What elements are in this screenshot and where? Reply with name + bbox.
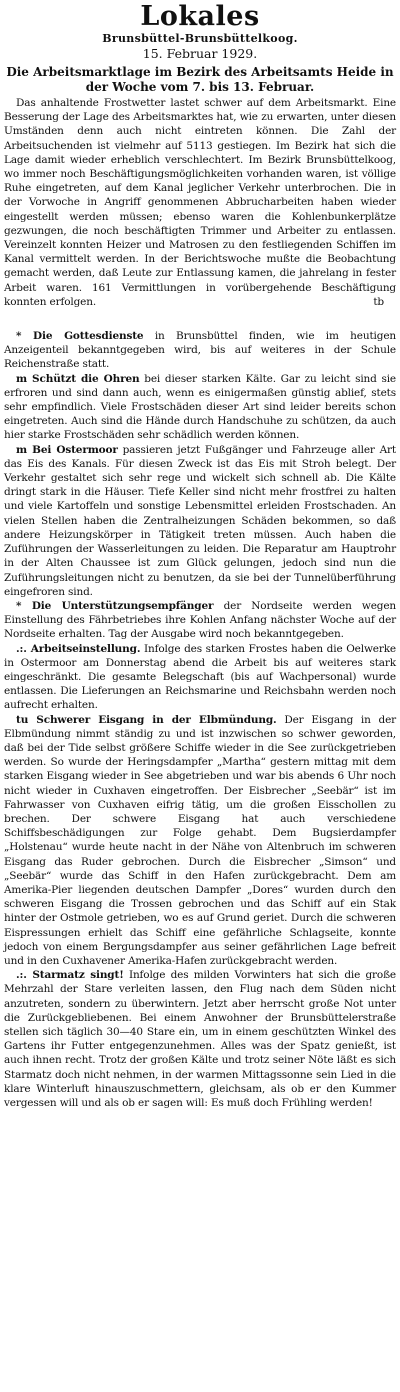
article-body-text: Das anhaltende Frostwetter lastet schwer auf dem Arbeitsmarkt. Eine Besserung der Lage des Arbeitsmarktes hat, wie zu erwarten, unter diesen Umständen denn auch nicht eintreten können. Die Zahl der Arbeitsuchenden ist vielmehr auf 5113 gestiegen. Im Bezirk hat sich die Lage damit wieder erheblich verschlechtert. Im Bezirk Brunsbüttelkoog, wo immer noch Beschäftigungsmöglichkeiten vorhanden waren, ist völlige Ruhe eingetreten, auf dem Kanal jeglicher Verkehr unterbrochen. Die in der Vorwoche in Angriff genommenen Abbrucharbeiten haben wieder eingestellt werden müssen; ebenso waren die Kohlenbunkerplätze gezwungen, die noch beschäftigten Trimmer und Arbeiter zu entlassen. Vereinzelt konnten Heizer und Matrosen zu den festliegenden Schiffen im Kanal vermittelt werden. In der Berichtswoche mußte die Beobachtung gemacht werden, daß Leute zur Entlassung kamen, die jahrelang in fester Arbeit waren. 161 Vermittlungen in vorübergehende Beschäftigung konnten erfolgen. xyxy=(4,97,396,308)
news-item-lead: .:. Starmatz singt! xyxy=(16,969,124,982)
news-item-lead: m Bei Ostermoor xyxy=(16,443,118,456)
news-item-text: Der Eisgang in der Elbmündung nimmt ständig zu und ist inzwischen so schwer geworden, daß bei der Tide selbst größere Schiffe wieder in die See zurückgetrieben werden. So wurde der Heringsdampfer „Martha“ gestern mittag mit dem starken Eisgang wieder in See abgetrieben und war bis abends 6 Uhr noch nicht wieder in Cuxhaven eingetroffen. Der Eisbrecher „Seebär“ ist im Fahrwasser von Cuxhaven eifrig tätig, um die großen Eisschollen zu brechen. Der schwere Eisgang hat auch verschiedene Schiffsbeschädigungen zur Folge gehabt. Dem Bugsierdampfer „Holstenau“ wurde heute nacht in der Nähe von Altenbruch im schweren Eisgang das Ruder gebrochen. Durch die Eisbrecher „Simson“ und „Seebär“ wurde das Schiff in den Hafen zurückgebracht. Dem am Amerika-Pier liegenden deutschen Dampfer „Dores“ wurden durch den schweren Eisgang die Trossen gebrochen und das Schiff auf ein Stak hinter der Ostmole getrieben, wo es auf Grund geriet. Durch die schweren Eispressungen erhielt das Schiff eine gefährliche Schlagseite, konnte jedoch von einem Bergungsdampfer aus seiner gefährlichen Lage befreit und in den Cuxhavener Amerika-Hafen zurückgebracht werden. xyxy=(4,713,397,967)
news-item-text: Infolge des starken Frostes haben die Oelwerke in Ostermoor am Donnerstag abend die Arbeit bis auf weiteres stark eingeschränkt. Die gesamte Belegschaft (bis auf Wachpersonal) wurde entlassen. Die Lieferungen an Reichsmarine und Reichsbahn werden noch aufrecht erhalten. xyxy=(4,642,396,712)
news-item-unterstuetzung xyxy=(4,599,396,642)
news-item-text: Infolge des milden Vorwinters hat sich die große Mehrzahl der Stare verleiten lassen, den Flug nach dem Süden nicht anzutreten, sondern zu überwintern. Jetzt aber herrscht große Not unter die Zurückgebliebenen. Bei einem Anwohner der Brunsbüttelerstraße stellen sich täglich 30—40 Stare ein, um in einem geschützten Winkel des Gartens ihr Futter entgegenzunehmen. Alles was der Spatz genießt, ist auch ihnen recht. Trotz der großen Kälte und trotz seiner Nöte läßt es sich Starmatz doch nicht nehmen, in der warmen Mittagssonne sein Lied in die klare Winterluft hinauszuschmettern, gleichsam, als ob er den Kummer vergessen will und als ob er sagen will: Es muß doch Frühling werden! xyxy=(4,969,396,1110)
article-headline: Die Arbeitsmarktlage im Bezirk des Arbeitsamts Heide in der Woche vom 7. bis 13. Februar. xyxy=(6,65,394,94)
news-item-text: der Nordseite werden wegen Einstellung des Fährbetriebes ihre Kohlen Anfang nächster Woche auf der Nordseite erhalten. Tag der Ausgabe wird noch bekanntgegeben. xyxy=(4,599,397,641)
news-item-lead: * Die Gottesdienste xyxy=(16,330,144,343)
issue-date: 15. Februar 1929. xyxy=(142,46,258,61)
news-item-eisgang xyxy=(4,713,396,969)
newspaper-page xyxy=(4,0,396,1110)
news-item-arbeitseinstellung xyxy=(4,642,396,713)
news-item-starmatz xyxy=(4,968,396,1110)
news-item-ostermoor xyxy=(4,443,396,599)
spacer xyxy=(4,309,396,329)
author-signature: tb xyxy=(373,295,384,308)
section-subtitle: Brunsbüttel-Brunsbüttelkoog. xyxy=(102,32,298,45)
news-item-lead: * Die Unterstützungsempfänger xyxy=(16,599,214,612)
article-body xyxy=(4,96,396,309)
news-item-lead: .:. Arbeitseinstellung. xyxy=(16,642,141,655)
section-title: Lokales xyxy=(140,1,260,32)
news-item-text: in Brunsbüttel finden, wie im heutigen Anzeigenteil bekanntgegeben wird, bis auf weiteres in der Schule Reichenstraße statt. xyxy=(4,330,396,371)
news-item-lead: tu Schwerer Eisgang in der Elbmündung. xyxy=(16,713,277,726)
news-item-gottesdienste xyxy=(4,329,396,372)
masthead xyxy=(4,2,396,61)
news-item-text: passieren jetzt Fußgänger und Fahrzeuge aller Art das Eis des Kanals. Für diesen Zweck ist das Eis mit Stroh belegt. Der Verkehr gestaltet sich sehr rege und wickelt sich schnell ab. Die Kälte dringt stark in die Häuser. Tiefe Keller sind nicht mehr frostfrei zu halten und viele Kartoffeln und sonstige Lebensmittel erleiden Frostschaden. An vielen Stellen haben die Zentralheizungen Schäden bekommen, so daß andere Heizungskörper in Tätigkeit treten müssen. Auch haben die Zuführungen der Wasserleitungen zu leiden. Die Reparatur am Hauptrohr in der Alten Chaussee ist zum Glück gelungen, jedoch sind nun die Zuführungsleitungen nicht zu benutzen, da sie bei der Tunnelüberführung eingefroren sind. xyxy=(4,443,396,598)
news-item-text: bei dieser starken Kälte. Gar zu leicht sind sie erfroren und sind dann auch, wenn es einigermaßen günstig ablief, stets sehr empfindlich. Viele Frostschäden dieser Art sind leider bereits schon eingetreten. Auch sind die Hände durch Handschuhe zu schützen, da auch hier starke Frostschäden sehr schädlich werden können. xyxy=(4,372,396,442)
news-item-ohren xyxy=(4,372,396,443)
news-item-lead: m Schützt die Ohren xyxy=(16,372,140,385)
